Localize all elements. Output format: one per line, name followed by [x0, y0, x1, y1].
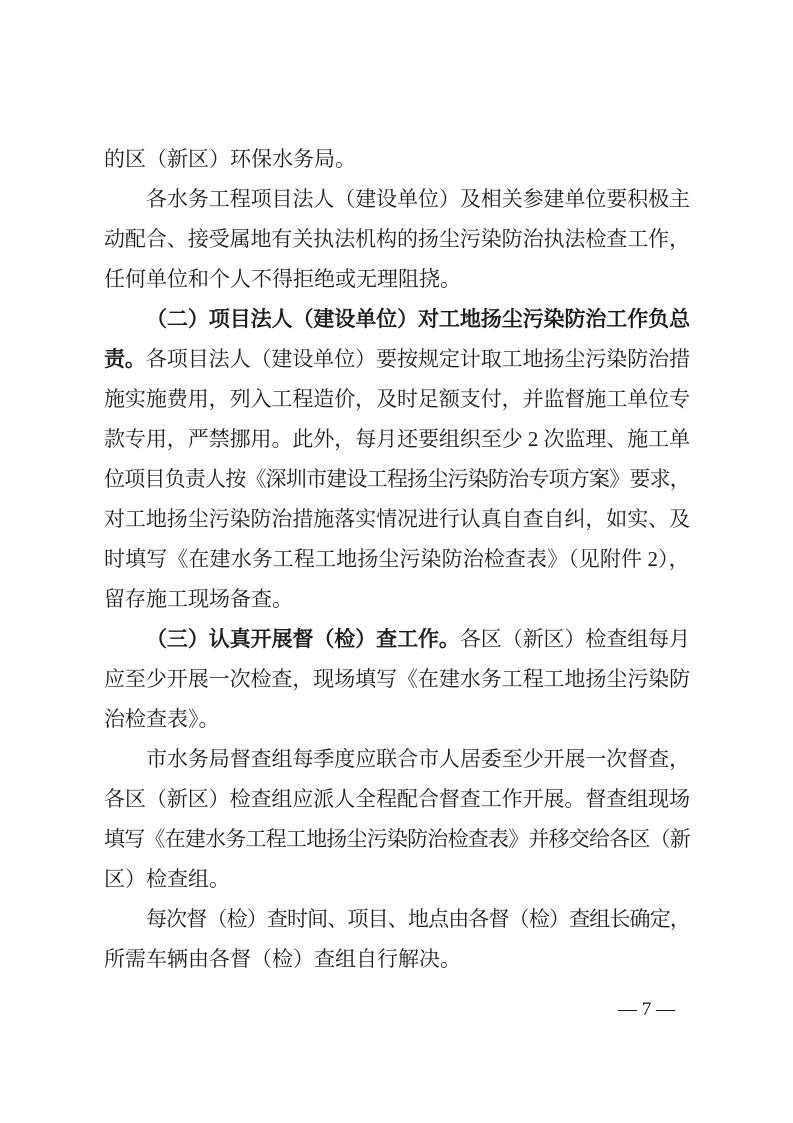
- text-line: [104, 179, 690, 219]
- text-line-content: [104, 267, 461, 291]
- body-text: 动配合、接受属地有关执法机构的扬尘污染防治执法检查工作，: [104, 227, 690, 251]
- text-line: [104, 259, 690, 299]
- text-line: [104, 859, 690, 899]
- text-line-content: [104, 467, 690, 491]
- text-line-content: [104, 507, 690, 531]
- text-line: [104, 619, 690, 659]
- body-text: 区）检查组。: [104, 867, 230, 891]
- text-line-content: [146, 747, 690, 771]
- text-line-content: [104, 667, 690, 691]
- text-line: [104, 339, 690, 379]
- text-line-content: [146, 307, 690, 331]
- body-text: 位项目负责人按《深圳市建设工程扬尘污染防治专项方案》要求，: [104, 467, 690, 491]
- body-text: 各水务工程项目法人（建设单位）及相关参建单位要积极主: [146, 187, 690, 211]
- text-line: [104, 899, 690, 939]
- body-text: 对工地扬尘污染防治措施落实情况进行认真自查自纠，如实、及: [104, 507, 690, 531]
- text-line: [104, 699, 690, 739]
- body-text: 填写《在建水务工程工地扬尘污染防治检查表》并移交给各区（新: [104, 827, 690, 851]
- text-line-content: [104, 227, 690, 251]
- text-line: [104, 499, 690, 539]
- body-text: 任何单位和个人不得拒绝或无理阻挠。: [104, 267, 461, 291]
- text-line: [104, 299, 690, 339]
- text-line: [104, 139, 690, 179]
- body-text: 应至少开展一次检查，现场填写《在建水务工程工地扬尘污染防: [104, 667, 690, 691]
- body-text: 时填写《在建水务工程工地扬尘污染防治检查表》（见附件 2），: [104, 547, 690, 571]
- page-number: — 7 —: [618, 999, 675, 1020]
- text-line: [104, 819, 690, 859]
- text-line: [104, 539, 690, 579]
- emphasis-text: 责。: [104, 347, 146, 371]
- text-line-content: [104, 867, 230, 891]
- text-line-content: [104, 547, 690, 571]
- text-line: [104, 739, 690, 779]
- body-text: 市水务局督查组每季度应联合市人居委至少开展一次督查，: [146, 747, 690, 771]
- body-text: 各区（新区）检查组应派人全程配合督查工作开展。督查组现场: [104, 787, 690, 811]
- text-line: [104, 659, 690, 699]
- body-text: 所需车辆由各督（检）查组自行解决。: [104, 947, 461, 971]
- text-line-content: [104, 347, 690, 371]
- text-line: [104, 939, 690, 979]
- text-line-content: [146, 187, 690, 211]
- body-text: 每次督（检）查时间、项目、地点由各督（检）查组长确定，: [146, 907, 690, 931]
- text-line-content: [146, 627, 690, 651]
- text-line: [104, 419, 690, 459]
- text-line-content: [104, 427, 690, 451]
- text-line: [104, 219, 690, 259]
- text-line-content: [146, 907, 690, 931]
- text-line-content: [104, 827, 690, 851]
- emphasis-text: （三）认真开展督（检）查工作。: [146, 627, 460, 651]
- text-line: [104, 579, 690, 619]
- text-line-content: [104, 387, 690, 411]
- body-text: 留存施工现场备查。: [104, 587, 293, 611]
- text-line-content: [104, 707, 220, 731]
- body-text: 各区（新区）检查组每月: [459, 627, 691, 651]
- text-line: [104, 779, 690, 819]
- emphasis-text: （二）项目法人（建设单位）对工地扬尘污染防治工作负总: [146, 307, 690, 331]
- body-text: 的区（新区）环保水务局。: [104, 147, 356, 171]
- body-text: 治检查表》。: [104, 707, 220, 731]
- text-line-content: [104, 587, 293, 611]
- text-line: [104, 379, 690, 419]
- text-line-content: [104, 947, 461, 971]
- body-text: 各项目法人（建设单位）要按规定计取工地扬尘污染防治措: [145, 347, 690, 371]
- body-text: 款专用，严禁挪用。此外，每月还要组织至少 2 次监理、施工单: [104, 427, 690, 451]
- document-body: [104, 139, 690, 979]
- body-text: 施实施费用，列入工程造价，及时足额支付，并监督施工单位专: [104, 387, 690, 411]
- text-line-content: [104, 147, 356, 171]
- text-line: [104, 459, 690, 499]
- text-line-content: [104, 787, 690, 811]
